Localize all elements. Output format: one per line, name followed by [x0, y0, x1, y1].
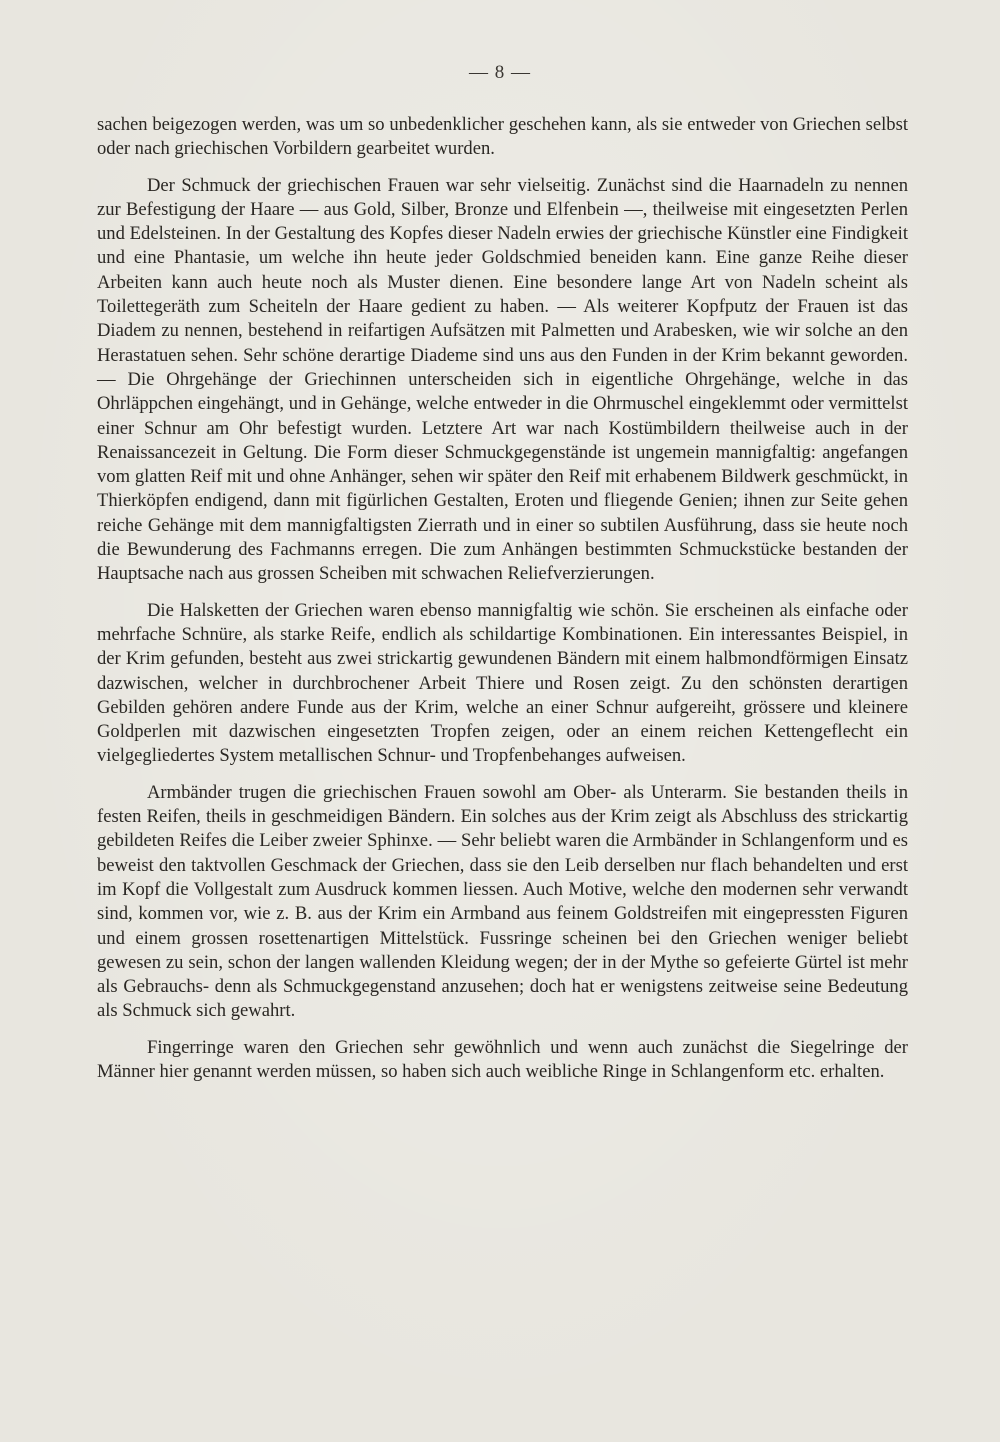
body-text — [97, 113, 908, 1084]
paragraph-4: Armbänder trugen die griechischen Frauen sowohl am Ober- als Unterarm. Sie bestanden theils in festen Reifen, theils in geschmeidigen Bändern. Ein solches aus der Krim zeigt als Abschluss des strickartig gebildeten Reifes die Leiber zweier Sphinxe. — Sehr beliebt waren die Armbänder in Schlangenform und es beweist den taktvollen Geschmack der Griechen, dass sie den Leib derselben nur flach behandelten und erst im Kopf die Vollgestalt zum Ausdruck kommen liessen. Auch Motive, welche den modernen sehr verwandt sind, kommen vor, wie z. B. aus der Krim ein Armband aus feinem Goldstreifen mit eingepressten Figuren und einem grossen rosettenartigen Mittelstück. Fussringe scheinen bei den Griechen weniger beliebt gewesen zu sein, schon der langen wallenden Kleidung wegen; der in der Mythe so gefeierte Gürtel ist mehr als Gebrauchs- denn als Schmuckgegenstand anzusehen; doch hat er wenigstens zeitweise seine Bedeutung als Schmuck sich gewahrt. — [97, 781, 908, 1022]
paragraph-2: Der Schmuck der griechischen Frauen war sehr vielseitig. Zunächst sind die Haarnadeln zu nennen zur Befestigung der Haare — aus Gold, Silber, Bronze und Elfenbein —, theilweise mit eingesetzten Perlen und Edelsteinen. In der Gestaltung des Kopfes dieser Nadeln erwies der griechische Künstler eine Findigkeit und eine Phantasie, um welche ihn heute jeder Goldschmied beneiden kann. Eine ganze Reihe dieser Arbeiten kann auch heute noch als Muster dienen. Eine besondere lange Art von Nadeln scheint als Toilettegeräth zum Scheiteln der Haare gedient zu haben. — Als weiterer Kopfputz der Frauen ist das Diadem zu nennen, bestehend in reifartigen Aufsätzen mit Palmetten und Arabesken, wie wir solche an den Herastatuen sehen. Sehr schöne derartige Diademe sind uns aus den Funden in der Krim bekannt geworden. — Die Ohrgehänge der Griechinnen unterscheiden sich in eigentliche Ohrgehänge, welche in das Ohrläppchen eingehängt, und in Gehänge, welche entweder in die Ohrmuschel eingeklemmt oder vermittelst einer Schnur am Ohr befestigt wurden. Letztere Art war nach Kostümbildern theilweise auch in der Renaissancezeit in Geltung. Die Form dieser Schmuckgegenstände ist ungemein mannigfaltig: angefangen vom glatten Reif mit und ohne Anhänger, sehen wir später den Reif mit erhabenem Bildwerk geschmückt, in Thierköpfen endigend, dann mit figürlichen Gestalten, Eroten und fliegende Genien; ihnen zur Seite gehen reiche Gehänge mit dem mannigfaltigsten Zierrath und in einer so subtilen Ausführung, dass sie heute noch die Bewunderung des Fachmanns erregen. Die zum Anhängen bestimmten Schmuckstücke bestanden der Hauptsache nach aus grossen Scheiben mit schwachen Reliefverzierungen. — [97, 174, 908, 585]
paragraph-5: Fingerringe waren den Griechen sehr gewöhnlich und wenn auch zunächst die Siegelringe der Männer hier genannt werden müssen, so haben sich auch weibliche Ringe in Schlangenform etc. erhalten. — [97, 1036, 908, 1082]
paragraph-3: Die Halsketten der Griechen waren ebenso mannigfaltig wie schön. Sie erscheinen als einfache oder mehrfache Schnüre, als starke Reife, endlich als schildartige Kombinationen. Ein interessantes Beispiel, in der Krim gefunden, besteht aus zwei strickartig gewundenen Bändern mit einem halbmondförmigen Einsatz dazwischen, welcher in durchbrochener Arbeit Thiere und Rosen zeigt. Zu den schönsten derartigen Gebilden gehören andere Funde aus der Krim, welche an einer Schnur aufgereiht, grössere und kleinere Goldperlen mit dazwischen eingesetzten Tropfen zeigen, oder an einem reichen Kettengeflecht ein vielgegliedertes System metallischen Schnur- und Tropfenbehanges aufweisen. — [97, 599, 908, 767]
paragraph-1: sachen beigezogen werden, was um so unbedenklicher geschehen kann, als sie entweder von Griechen selbst oder nach griechischen Vorbildern gearbeitet wurden. — [97, 114, 908, 160]
page-number: — 8 — — [469, 62, 531, 83]
